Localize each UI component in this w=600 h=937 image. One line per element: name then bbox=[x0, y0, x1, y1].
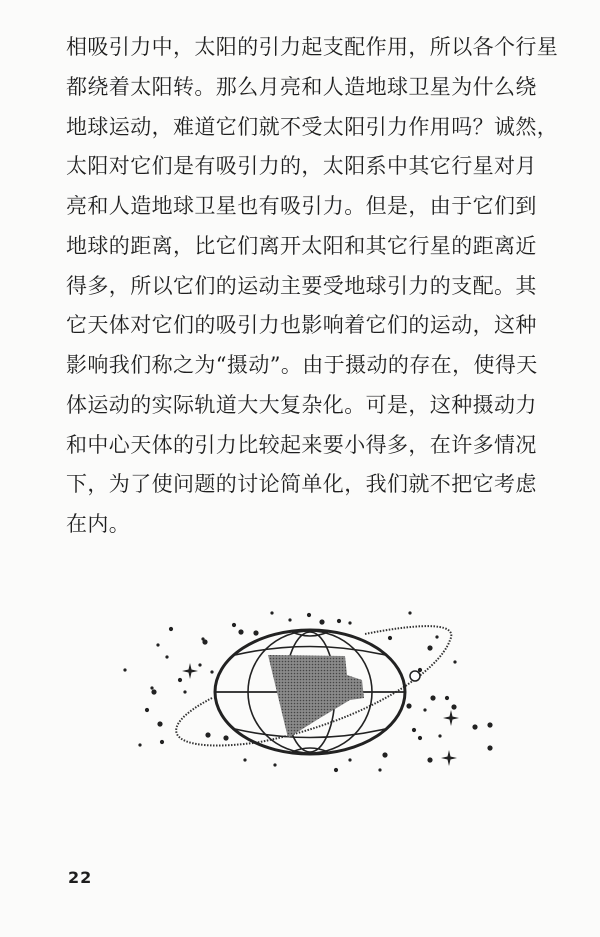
sparkle-star-icon bbox=[443, 710, 459, 726]
star-dot bbox=[201, 637, 204, 640]
star-dot bbox=[238, 629, 243, 634]
sparkle-star-icon bbox=[441, 750, 457, 766]
star-dot bbox=[472, 724, 477, 729]
star-dot bbox=[150, 686, 153, 689]
star-dot bbox=[169, 627, 173, 631]
text-line: 影响我们称之为“摄动”。由于摄动的存在，使得天 bbox=[66, 353, 538, 377]
star-dot bbox=[438, 734, 441, 737]
star-dot bbox=[288, 618, 291, 621]
continent-shape bbox=[268, 655, 364, 738]
star-dot bbox=[223, 735, 228, 740]
star-dot bbox=[232, 623, 236, 627]
globe-illustration-icon bbox=[110, 570, 510, 790]
star-dot bbox=[487, 722, 492, 727]
star-dot bbox=[348, 758, 351, 761]
text-line: 太阳对它们是有吸引力的，太阳系中其它行星对月 bbox=[66, 154, 537, 179]
text-line: 体运动的实际轨道大大复杂化。可是，这种摄动力 bbox=[66, 392, 537, 417]
star-dot bbox=[435, 635, 438, 638]
text-line: 在内。 bbox=[66, 512, 131, 536]
star-dot bbox=[205, 732, 210, 737]
text-line: 地球的距离，比它们离开太阳和其它行星的距离近 bbox=[66, 233, 537, 258]
star-dot bbox=[412, 728, 416, 732]
star-dot bbox=[427, 757, 432, 762]
star-dot bbox=[198, 663, 201, 666]
star-dot bbox=[319, 619, 324, 624]
star-dot bbox=[178, 678, 182, 682]
star-dot bbox=[210, 670, 213, 673]
star-dot bbox=[388, 636, 392, 640]
star-dot bbox=[157, 721, 162, 726]
text-line: 它天体对它们的吸引力也影响着它们的运动，这种 bbox=[66, 313, 537, 338]
text-line: 和中心天体的引力比较起来要小得多，在许多情况 bbox=[66, 432, 537, 457]
star-dot bbox=[418, 668, 422, 672]
star-dot bbox=[408, 611, 411, 614]
star-dot bbox=[138, 743, 141, 746]
text-line: 下，为了使问题的讨论简单化，我们就不把它考虑 bbox=[66, 472, 537, 497]
star-dot bbox=[145, 708, 149, 712]
star-dot bbox=[151, 689, 156, 694]
text-line: 都绕着太阳转。那么月亮和人造地球卫星为什么绕 bbox=[66, 74, 537, 99]
text-line: 亮和人造地球卫星也有吸引力。但是，由于它们到 bbox=[66, 194, 537, 218]
star-dot bbox=[487, 745, 492, 750]
star-dot bbox=[430, 695, 435, 700]
star-dot bbox=[160, 740, 164, 744]
star-dot bbox=[418, 736, 422, 740]
star-dot bbox=[406, 703, 411, 708]
star-dot bbox=[337, 619, 341, 623]
star-dot bbox=[453, 660, 456, 663]
star-dot bbox=[270, 611, 273, 614]
star-dot bbox=[427, 645, 432, 650]
star-dot bbox=[348, 621, 351, 624]
text-line: 相吸引力中，太阳的引力起支配作用，所以各个行星 bbox=[66, 35, 559, 59]
body-text bbox=[66, 28, 559, 545]
star-dot bbox=[378, 768, 381, 771]
star-dot bbox=[451, 704, 456, 709]
star-dot bbox=[273, 763, 276, 766]
text-line: 得多，所以它们的运动主要受地球引力的支配。其 bbox=[66, 273, 537, 298]
star-dot bbox=[253, 630, 258, 635]
page-number: 22 bbox=[68, 868, 93, 887]
star-dot bbox=[123, 668, 126, 671]
star-dot bbox=[183, 690, 186, 693]
star-dot bbox=[445, 696, 449, 700]
star-dot bbox=[156, 643, 159, 646]
star-dot bbox=[382, 752, 387, 757]
sparkle-star-icon bbox=[182, 663, 198, 679]
star-dot bbox=[165, 655, 168, 658]
star-dot bbox=[423, 708, 426, 711]
star-dot bbox=[307, 613, 311, 617]
satellite bbox=[410, 671, 420, 681]
text-line: 地球运动，难道它们就不受太阳引力作用吗？诚然， bbox=[66, 114, 559, 139]
star-dot bbox=[243, 758, 246, 761]
star-dot bbox=[334, 768, 338, 772]
